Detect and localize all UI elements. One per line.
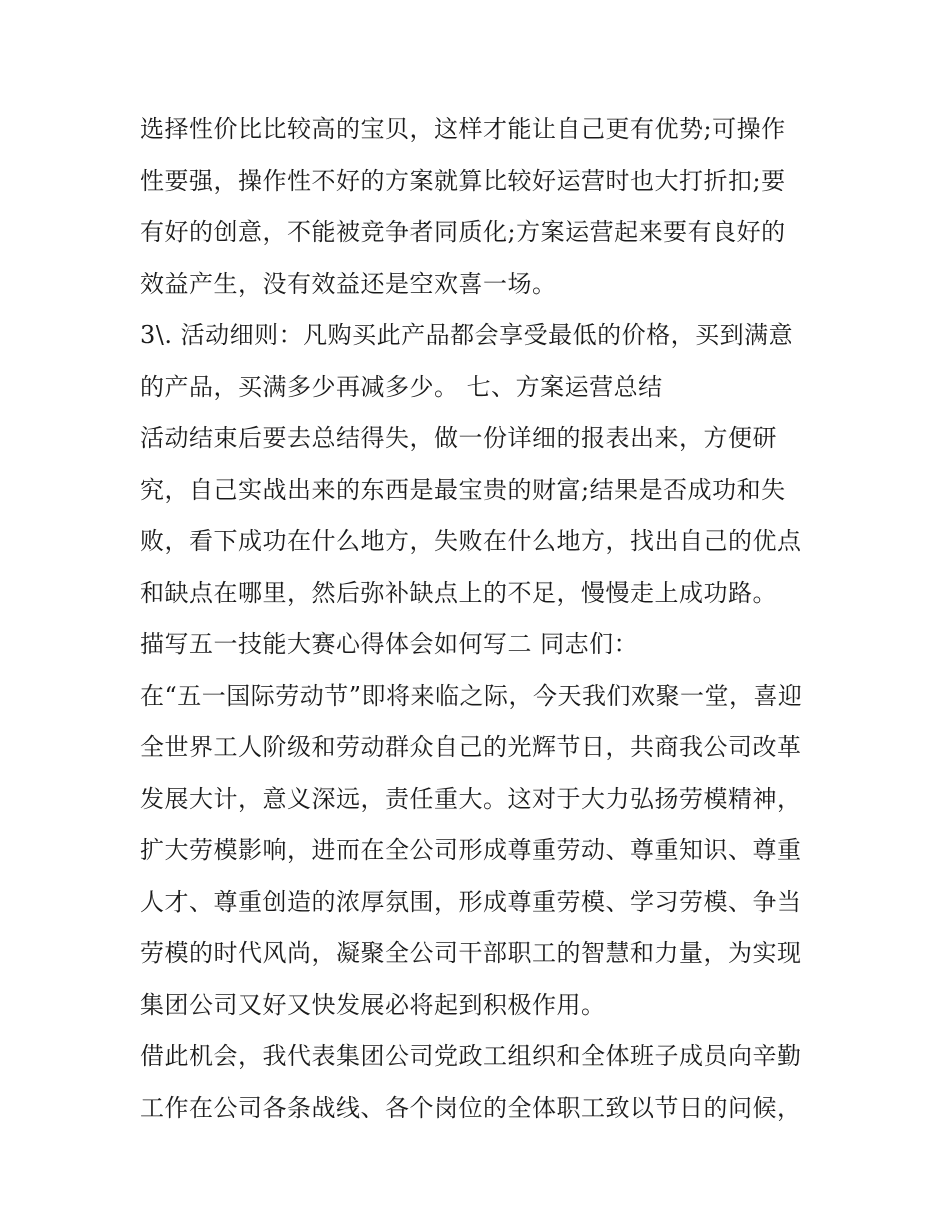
text-line: 和缺点在哪里，然后弥补缺点上的不足，慢慢走上成功路。 bbox=[140, 578, 777, 607]
text-line: 扩大劳模影响，进而在全公司形成尊重劳动、尊重知识、尊重 bbox=[140, 836, 802, 864]
text-line: 有好的创意，不能被竞争者同质化;方案运营起来要有良好的 bbox=[140, 218, 786, 246]
document-body bbox=[140, 104, 820, 1134]
text-line: 集团公司又好又快发展必将起到积极作用。 bbox=[140, 990, 606, 1019]
text-line: 败，看下成功在什么地方，失败在什么地方，找出自己的优点 bbox=[140, 527, 802, 555]
text-line: 全世界工人阶级和劳动群众自己的光辉节日，共商我公司改革 bbox=[140, 733, 802, 761]
text-line: 工作在公司各条战线、各个岗位的全体职工致以节日的问候， bbox=[140, 1093, 802, 1122]
text-line: 在“五一国际劳动节”即将来临之际，今天我们欢聚一堂，喜迎 bbox=[140, 681, 803, 710]
text-line: 性要强，操作性不好的方案就算比较好运营时也大打折扣;要 bbox=[140, 166, 786, 195]
text-line: 的产品，买满多少再减多少。 七、方案运营总结 bbox=[140, 372, 663, 401]
text-line: 借此机会，我代表集团公司党政工组织和全体班子成员向辛勤 bbox=[140, 1042, 802, 1070]
text-line: 选择性价比比较高的宝贝，这样才能让自己更有优势;可操作 bbox=[140, 115, 786, 143]
text-line: 发展大计，意义深远，责任重大。这对于大力弘扬劳模精神， bbox=[140, 784, 802, 813]
section-heading-line: 描写五一技能大赛心得体会如何写二 同志们： bbox=[140, 630, 639, 658]
text-line: 劳模的时代风尚，凝聚全公司干部职工的智慧和力量，为实现 bbox=[140, 939, 802, 967]
text-line: 3\. 活动细则：凡购买此产品都会享受最低的价格，买到满意 bbox=[140, 321, 794, 349]
text-line: 人才、尊重创造的浓厚氛围，形成尊重劳模、学习劳模、争当 bbox=[140, 887, 802, 916]
text-line: 活动结束后要去总结得失，做一份详细的报表出来，方便研 bbox=[140, 424, 777, 452]
text-line: 效益产生，没有效益还是空欢喜一场。 bbox=[140, 269, 557, 298]
text-line: 究，自己实战出来的东西是最宝贵的财富;结果是否成功和失 bbox=[140, 475, 786, 504]
